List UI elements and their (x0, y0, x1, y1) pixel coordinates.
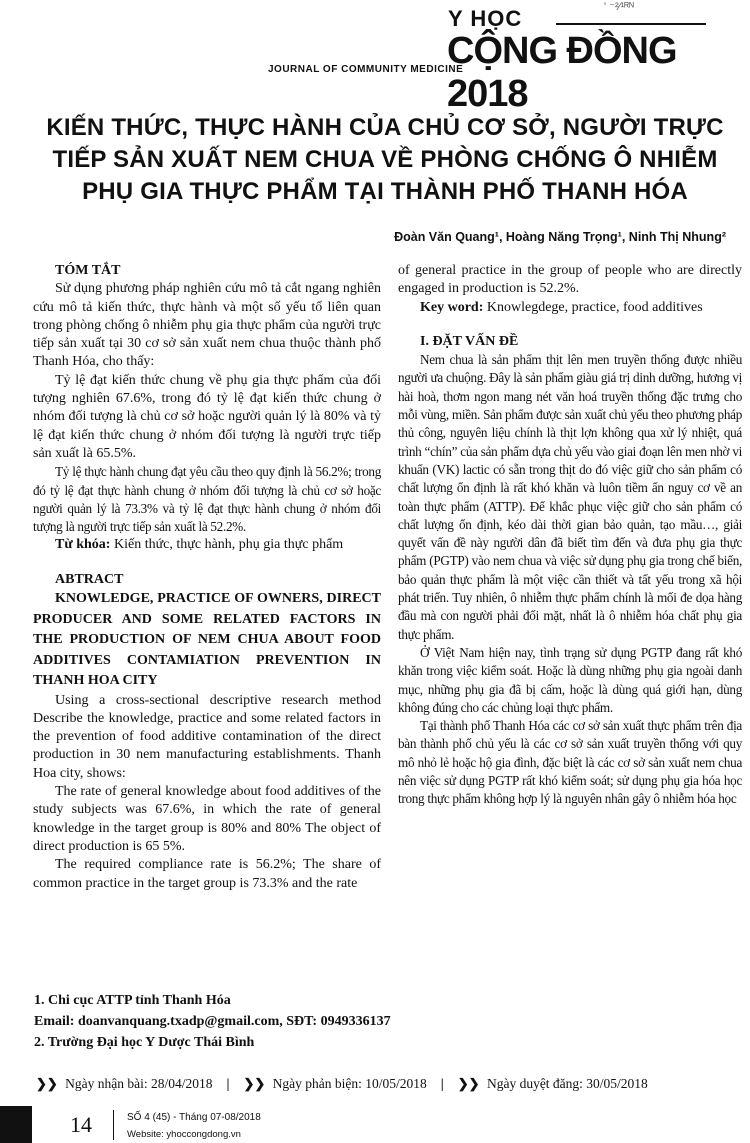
left-column (33, 262, 381, 893)
title-line: TIẾP SẢN XUẤT NEM CHUA VỀ PHÒNG CHỐNG Ô NHIỄM (52, 146, 718, 173)
keyword-label: Key word: (420, 299, 484, 315)
keywords-label: Từ khóa: (55, 537, 111, 553)
tomtat-paragraph: Sử dụng phương pháp nghiên cứu mô tả cắt ngang nghiên cứu mô tả kiến thức, thực hành và một số yếu tố liên quan trong phòng chống ô nhiễm phụ gia thực phẩm của người trực tiếp sản xuất tại 30 cơ sở sản xuất nem chua thuộc thành phố Thanh Hóa, cho thấy: (33, 281, 381, 370)
journal-english-name: JOURNAL OF COMMUNITY MEDICINE (268, 64, 464, 75)
keyword-text: Knowlegdege, practice, food additives (483, 299, 703, 315)
keywords-en (398, 299, 742, 317)
chevron-right-icon: ❯❯ (36, 1076, 58, 1091)
chevron-right-icon: ❯❯ (457, 1076, 480, 1091)
masthead-rule (556, 23, 706, 25)
abstract-paragraph: The required compliance rate is 56.2%; The share of common practice in the target group is 73.3% and the rate (33, 857, 381, 891)
tomtat-heading: TÓM TẮT (55, 263, 121, 278)
tomtat-paragraph: Tỷ lệ đạt kiến thức chung về phụ gia thực phẩm của đối tượng nghiên 67.6%, trong đó tỷ lệ đạt kiến thức chung ở nhóm đối tượng là chủ cơ sở hoặc người quản lý là 80% và tỷ lệ đạt kiến thức chung ở nhóm đối tượng là người trực tiếp sản xuất là 65.5%. (33, 372, 381, 461)
date-approved: ❯❯ Ngày duyệt đăng: 30/05/2018 (457, 1076, 648, 1091)
footer-black-bar (0, 1106, 32, 1143)
journal-name-congdong: CỘNG ĐỒNG 2018 (447, 30, 677, 115)
title-line: KIẾN THỨC, THỰC HÀNH CỦA CHỦ CƠ SỞ, NGƯỜI TRỰC (46, 114, 724, 141)
article-title (40, 112, 730, 208)
tomtat-paragraph: Tỷ lệ thực hành chung đạt yêu cầu theo quy định là 56.2%; trong đó tỷ lệ đạt thực hành chung ở nhóm đối tượng là chủ cơ sở hoặc người quản lý là 73.3% và tỷ lệ đạt thực hành chung ở nhóm đối tượng là người trực tiếp sản xuất là 52.2%. (33, 464, 381, 535)
title-line: PHỤ GIA THỰC PHẨM TẠI THÀNH PHỐ THANH HÓA (82, 178, 688, 205)
date-separator: | (440, 1076, 444, 1091)
affiliation-2: 2. Trường Đại học Y Dược Thái Bình (34, 1035, 255, 1050)
contact-email: Email: doanvanquang.txadp@gmail.com, SĐT: 0949336137 (34, 1014, 391, 1029)
affiliations (34, 990, 391, 1053)
date-reviewed: ❯❯ Ngày phản biện: 10/05/2018 (243, 1076, 427, 1091)
abstract-paragraph: Using a cross-sectional descriptive research method Describe the knowledge, practice and some related factors in the prevention of food additive contamination of the direct production in 30 nem manufacturing establishments. Thanh Hoa city, shows: (33, 692, 381, 781)
right-column (398, 262, 742, 809)
abstract-heading: ABTRACT (55, 571, 124, 587)
body-paragraph: Nem chua là sản phẩm thịt lên men truyền thống được nhiều người ưa chuộng. Đây là sản phẩm giàu giá trị dinh dưỡng, hương vị hài hoà, thơm ngon mang nét văn hoá truyền thống đặc trưng cho mỗi vùng, miền. Sản phẩm được sản xuất chủ yếu theo phương pháp thủ công, nguyên liệu chính là thịt lợn không qua xử lý nhiệt, quá trình “chín” của sản phẩm dựa chủ yếu vào giai đoạn lên men nhờ vi khuẩn (VK) lactic có sẵn trong thịt do đó việc giữ cho sản phẩm có chất lượng ổn định là rất khó khăn và luôn tiềm ẩn nguy cơ về an toàn thực phẩm (ATTP). Để khắc phục việc giữ cho sản phẩm có chất lượng ổn định, kéo dài thời gian bảo quản, tạo mầu…, giải quyết vấn đề này người dân đã biết tìm đến và đưa phụ gia thực phẩm (PGTP) vào nem chua và việc sử dụng phụ gia trong chế biến, bảo quản thực phẩm là một việc cần thiết và tất yếu trong xã hội phát triển. Tuy nhiên, ô nhiễm thực phẩm chính là mối đe dọa hàng đầu mà con người phải đối mặt, nhất là ô nhiễm hóa chất phụ gia thực phẩm. (398, 352, 742, 642)
keywords-text: Kiến thức, thực hành, phụ gia thực phẩm (110, 537, 344, 553)
date-received: ❯❯ Ngày nhận bài: 28/04/2018 (36, 1076, 213, 1091)
abstract-continued: of general practice in the group of people who are directly engaged in production is 52.2%. (398, 263, 742, 297)
abstract-paragraph: The rate of general knowledge about food additives of the study subjects was 67.6%, in which the rate of general knowledge in the target group is 80% and 80% The object of direct production is 65 5%. (33, 784, 381, 854)
date-separator: | (226, 1076, 230, 1091)
keywords-vi (33, 536, 381, 554)
page-number: 14 (70, 1112, 92, 1137)
submission-dates (36, 1076, 736, 1092)
issue-info: SỐ 4 (45) - Tháng 07-08/2018 (127, 1112, 261, 1123)
affiliation-1: 1. Chi cục ATTP tỉnh Thanh Hóa (34, 993, 231, 1008)
article-authors: Đoàn Văn Quang¹, Hoàng Năng Trọng¹, Ninh Thị Nhung² (394, 230, 726, 244)
page-corner-mark: ' ⁻²⁄¹ᴿᴺ (604, 1, 634, 13)
footer-divider (113, 1110, 114, 1140)
section-heading: I. ĐẶT VẤN ĐỀ (420, 333, 519, 349)
journal-name-yhoc: Y HỌC (448, 6, 523, 31)
journal-website: Website: yhoccongdong.vn (127, 1129, 241, 1140)
chevron-right-icon: ❯❯ (243, 1076, 266, 1091)
body-paragraph: Ở Việt Nam hiện nay, tình trạng sử dụng PGTP đang rất khó khăn trong việc kiểm soát. Hoặc là dùng những phụ gia ngoài danh mục, những phụ gia đã bị cấm, hoặc là dùng quá giới hạn, dùng không đúng cho các chủng loại thực phẩm. (398, 644, 742, 715)
body-paragraph: Tại thành phố Thanh Hóa các cơ sở sản xuất thực phẩm trên địa bàn thành phố chủ yếu là các cơ sở sản xuất truyền thống với quy mô nhỏ lẻ hoặc hộ gia đình, đặc biệt là các cơ sở sản xuất nem chua nên việc sử dụng PGTP rất khó kiểm soát; sử dụng phụ gia hóa học trong thực phẩm không hợp lý là nguyên nhân gây ô nhiễm hóa học (398, 718, 742, 807)
abstract-title: KNOWLEDGE, PRACTICE OF OWNERS, DIRECT PRODUCER AND SOME RELATED FACTORS IN THE PRODUCTION OF NEM CHUA ABOUT FOOD ADDITIVES CONTAMIATION PREVENTION IN THANH HOA CITY (33, 591, 381, 689)
